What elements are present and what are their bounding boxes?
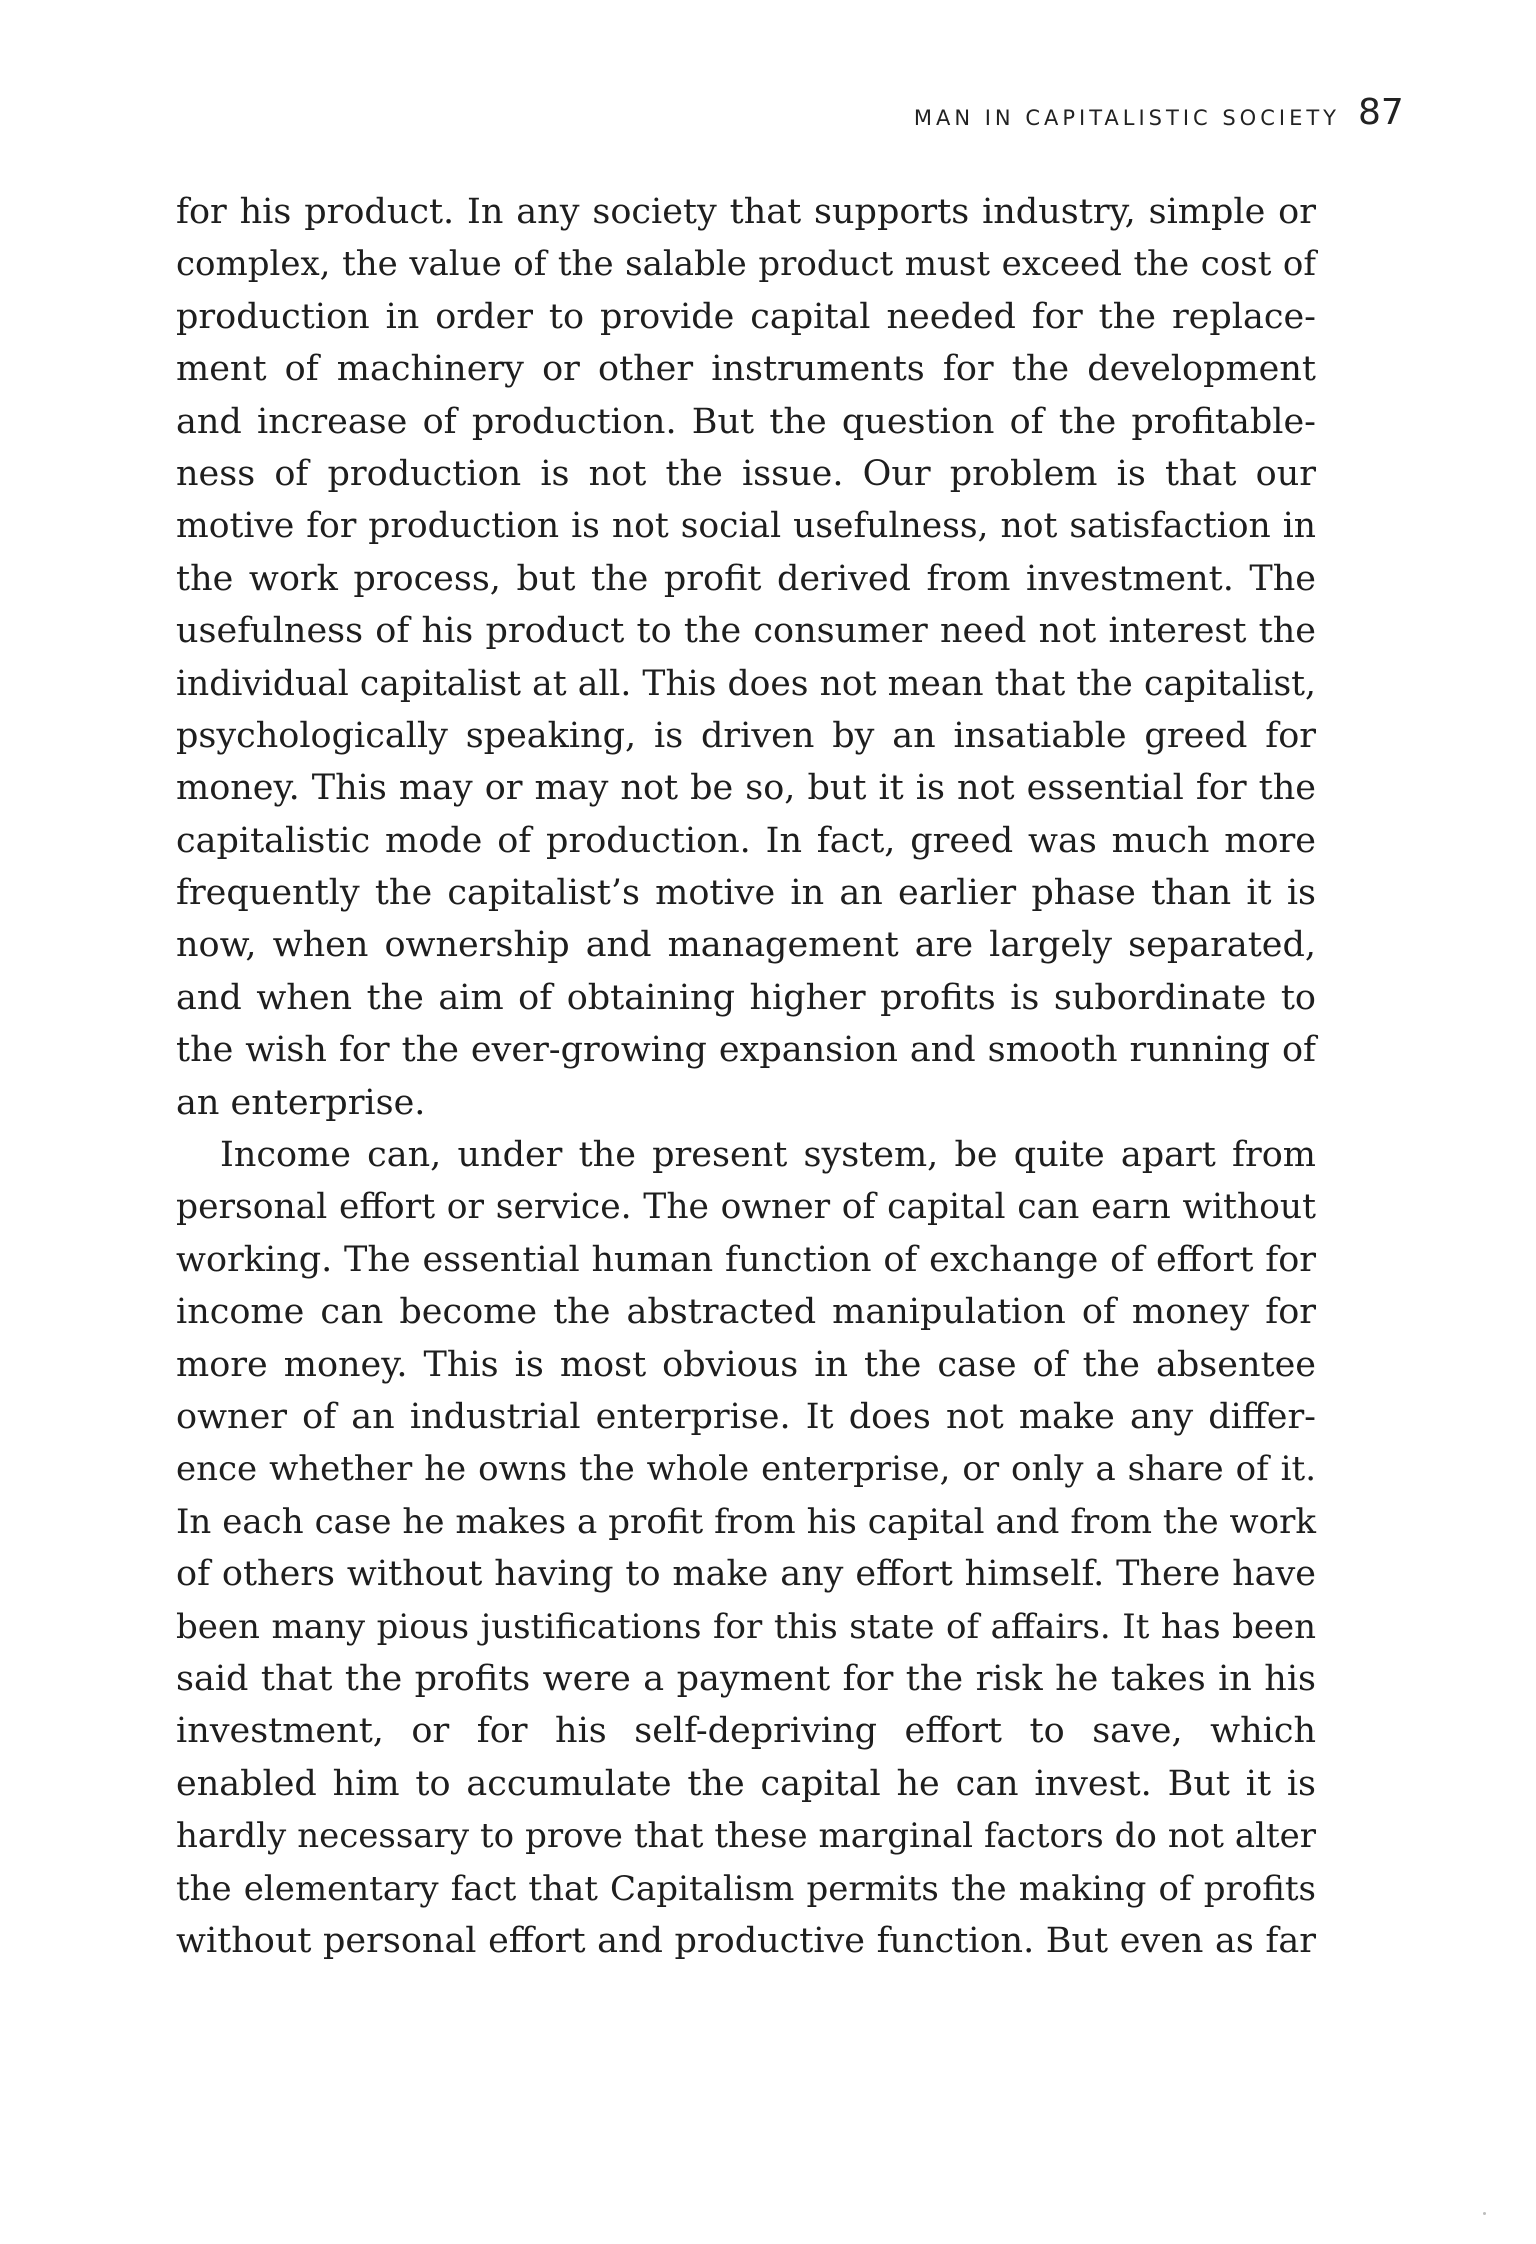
running-head: MAN IN CAPITALISTIC SOCIETY [913, 106, 1340, 130]
text-line: and when the aim of obtaining higher profits is subordinate to [176, 977, 1316, 1018]
text-line: said that the profits were a payment for the risk he takes in his [176, 1658, 1316, 1699]
text-line: investment, or for his self-depriving effort to save, which [176, 1711, 1316, 1752]
scan-speck [1483, 2212, 1486, 2215]
text-line: income can become the abstracted manipulation of money for [176, 1292, 1316, 1333]
paragraph-2 [176, 1129, 1316, 1967]
text-line: complex, the value of the salable product must exceed the cost of [176, 244, 1316, 285]
text-line: more money. This is most obvious in the case of the absentee [176, 1344, 1316, 1385]
text-line: usefulness of his product to the consumer need not interest the [176, 611, 1316, 652]
text-line: personal effort or service. The owner of capital can earn without [176, 1187, 1316, 1228]
text-line: the work process, but the profit derived from investment. The [176, 558, 1316, 599]
text-line: owner of an industrial enterprise. It does not make any differ- [176, 1396, 1316, 1437]
text-line: been many pious justifications for this state of affairs. It has been [176, 1606, 1316, 1647]
text-line: the elementary fact that Capitalism permits the making of profits [176, 1868, 1316, 1909]
body-text [176, 186, 1316, 1967]
text-line: now, when ownership and management are largely separated, [176, 925, 1316, 966]
text-line: ence whether he owns the whole enterprise, or only a share of it. [176, 1449, 1316, 1490]
text-line: ness of production is not the issue. Our problem is that our [176, 453, 1316, 494]
text-line: production in order to provide capital needed for the replace- [176, 296, 1316, 337]
page-number: 87 [1358, 92, 1404, 133]
text-line: In each case he makes a profit from his capital and from the work [176, 1501, 1316, 1542]
text-line: for his product. In any society that supports industry, simple or [176, 192, 1316, 232]
text-line: Income can, under the present system, be quite apart from [220, 1135, 1316, 1176]
text-line: of others without having to make any effort himself. There have [176, 1554, 1316, 1595]
text-line: hardly necessary to prove that these marginal factors do not alter [176, 1816, 1316, 1857]
text-line: working. The essential human function of exchange of effort for [176, 1239, 1316, 1280]
text-line: the wish for the ever-growing expansion and smooth running of [176, 1030, 1316, 1071]
text-line: individual capitalist at all. This does not mean that the capitalist, [176, 663, 1316, 704]
text-line: frequently the capitalist’s motive in an earlier phase than it is [176, 873, 1316, 914]
text-line: and increase of production. But the question of the profitable- [176, 401, 1316, 442]
text-line: money. This may or may not be so, but it is not essential for the [176, 768, 1316, 809]
text-line: an enterprise. [176, 1082, 426, 1123]
text-line: psychologically speaking, is driven by an insatiable greed for [176, 715, 1316, 756]
text-line: enabled him to accumulate the capital he can invest. But it is [176, 1763, 1316, 1804]
text-line: capitalistic mode of production. In fact, greed was much more [176, 820, 1316, 861]
text-line: without personal effort and productive function. But even as far [176, 1920, 1316, 1961]
paragraph-1 [176, 186, 1316, 1129]
text-line: ment of machinery or other instruments for the development [176, 349, 1316, 390]
text-line: motive for production is not social usefulness, not satisfaction in [176, 506, 1316, 547]
